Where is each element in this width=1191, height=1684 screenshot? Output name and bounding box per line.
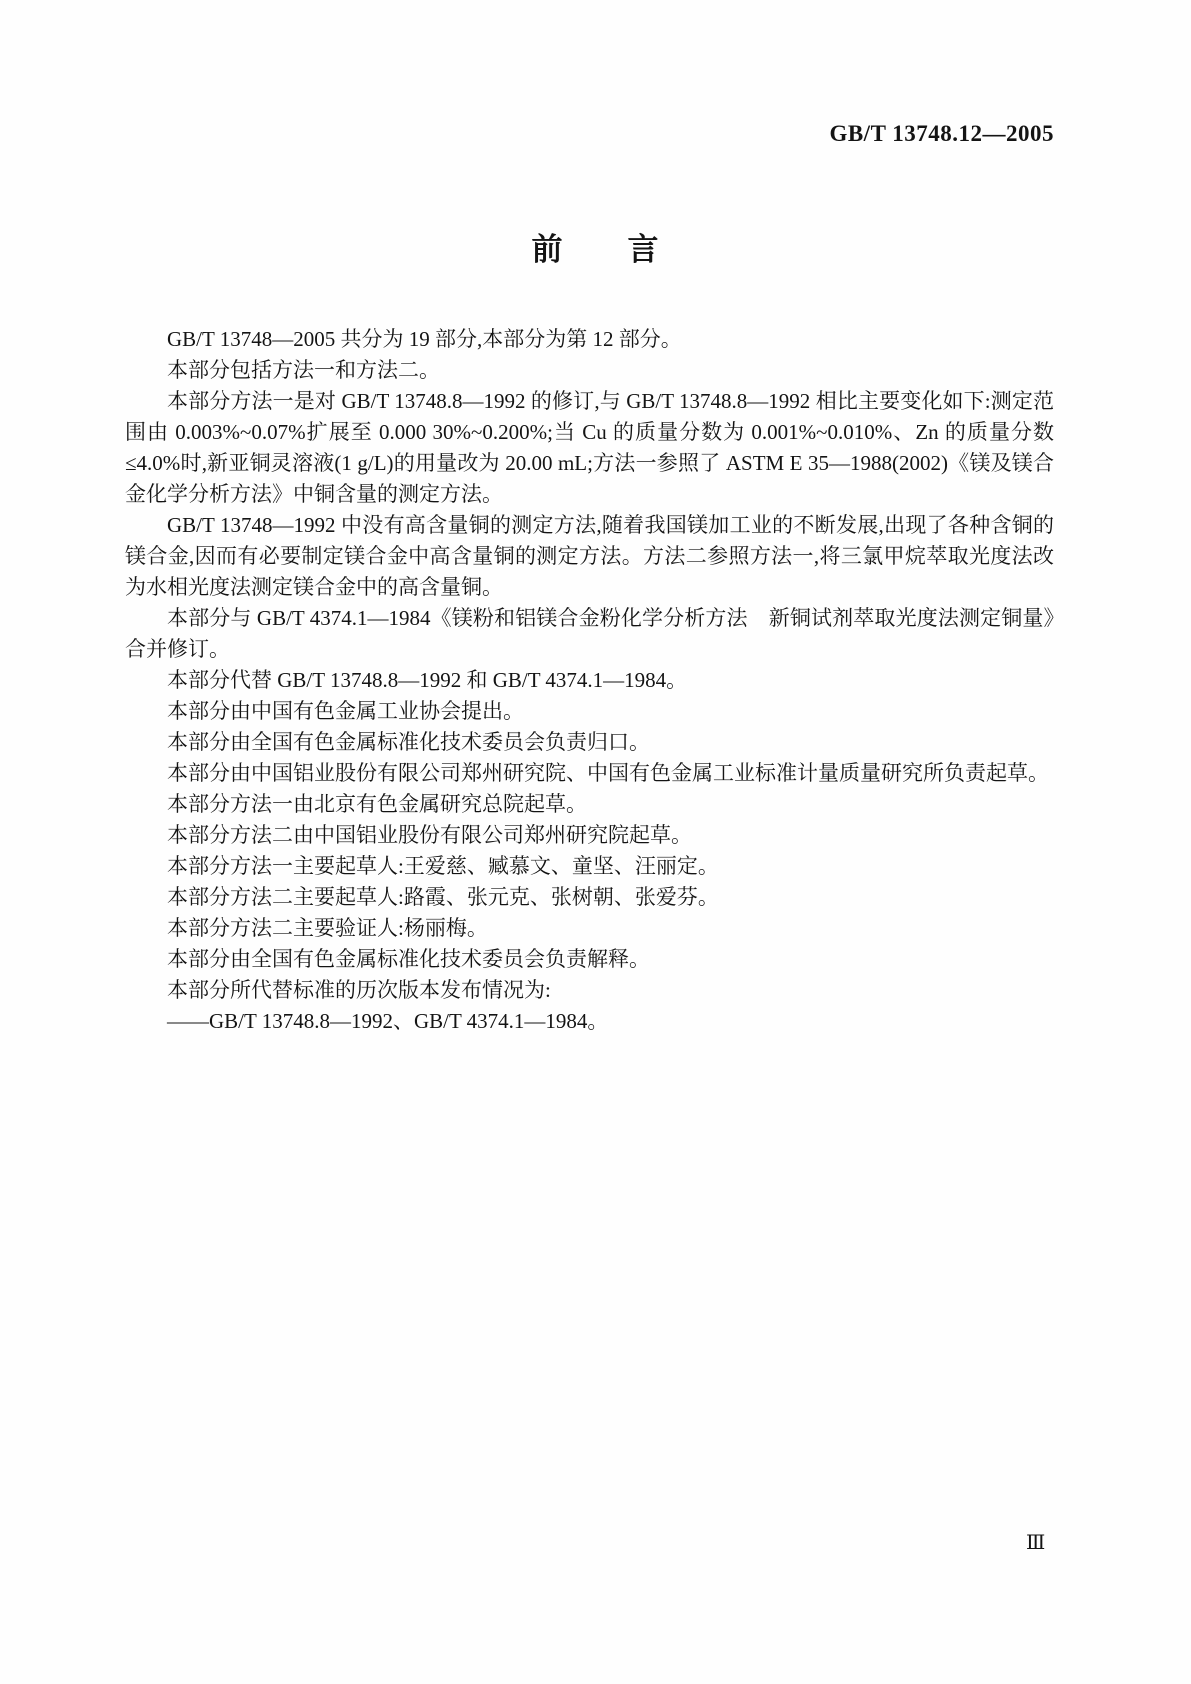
- foreword-body: [125, 324, 1054, 1037]
- paragraph: 本部分方法二主要起草人:路霞、张元克、张树朝、张爱芬。: [167, 885, 719, 909]
- paragraph: 本部分方法二主要验证人:杨丽梅。: [167, 916, 488, 940]
- paragraph: GB/T 13748—2005 共分为 19 部分,本部分为第 12 部分。: [167, 327, 682, 351]
- paragraph: 本部分包括方法一和方法二。: [167, 358, 440, 382]
- paragraph: 本部分与 GB/T 4374.1—1984《镁粉和铝镁合金粉化学分析方法 新铜试剂萃取光度法测定铜量》合并修订。: [125, 606, 1054, 661]
- paragraph: 本部分由中国铝业股份有限公司郑州研究院、中国有色金属工业标准计量质量研究所负责起草。: [167, 761, 1049, 785]
- standard-number: GB/T 13748.12—2005: [829, 121, 1054, 146]
- paragraph: 本部分方法一主要起草人:王爱慈、臧慕文、童坚、汪丽定。: [167, 854, 719, 878]
- page-title: 前 言: [531, 232, 660, 267]
- paragraph: ——GB/T 13748.8—1992、GB/T 4374.1—1984。: [167, 1009, 609, 1033]
- paragraph: 本部分方法二由中国铝业股份有限公司郑州研究院起草。: [167, 823, 692, 847]
- paragraph: 本部分由中国有色金属工业协会提出。: [167, 699, 524, 723]
- paragraph: 本部分所代替标准的历次版本发布情况为:: [167, 978, 551, 1002]
- page-number: Ⅲ: [1026, 1532, 1046, 1554]
- paragraph: GB/T 13748—1992 中没有高含量铜的测定方法,随着我国镁加工业的不断发展,出现了各种含铜的镁合金,因而有必要制定镁合金中高含量铜的测定方法。方法二参照方法一,将三氯甲烷萃取光度法改为水相光度法测定镁合金中的高含量铜。: [125, 513, 1054, 599]
- paragraph: 本部分由全国有色金属标准化技术委员会负责归口。: [167, 730, 650, 754]
- paragraph: 本部分方法一是对 GB/T 13748.8—1992 的修订,与 GB/T 13748.8—1992 相比主要变化如下:测定范围由 0.003%~0.07%扩展至 0.000 30%~0.200%;当 Cu 的质量分数为 0.001%~0.010%、Zn 的质量分数≤4.0%时,新亚铜灵溶液(1 g/L)的用量改为 20.00 mL;方法一参照了 ASTM E 35—1988(2002)《镁及镁合金化学分析方法》中铜含量的测定方法。: [125, 389, 1054, 506]
- paragraph: 本部分方法一由北京有色金属研究总院起草。: [167, 792, 587, 816]
- paragraph: 本部分代替 GB/T 13748.8—1992 和 GB/T 4374.1—1984。: [167, 668, 688, 692]
- paragraph: 本部分由全国有色金属标准化技术委员会负责解释。: [167, 947, 650, 971]
